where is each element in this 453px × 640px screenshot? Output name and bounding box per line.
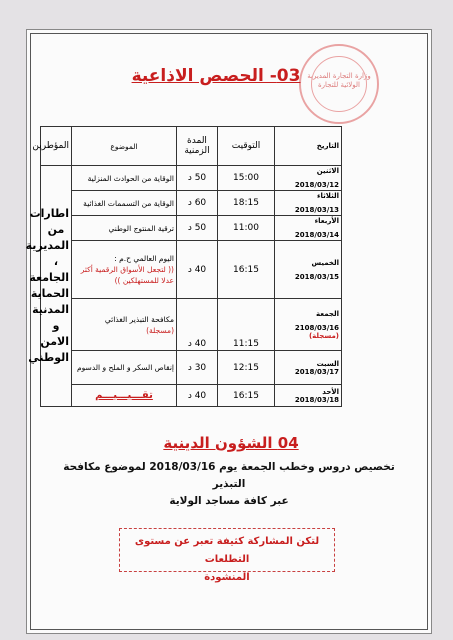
schedule-table: [25, 126, 342, 407]
time-cell: 15:00: [218, 166, 275, 191]
topic-cell: [72, 299, 177, 351]
header-date: التاريخ: [275, 127, 342, 166]
date-cell: [275, 385, 342, 407]
time-cell: 11:15: [218, 299, 275, 351]
duration-cell: 40 د: [177, 385, 218, 407]
table-row: [41, 351, 342, 385]
duration-cell: 30 د: [177, 351, 218, 385]
table-row: [41, 299, 342, 351]
date-value: 2018/03/18: [294, 395, 339, 404]
seal-text: وزارة التجارة المديرية الولائية للتجارة: [307, 72, 371, 89]
table-row: [41, 216, 342, 241]
header-supervisors: المؤطرين: [41, 127, 72, 166]
day-label: الأربعاء: [314, 217, 339, 225]
section-title-radio: 03- الحصص الاذاعية: [131, 66, 301, 86]
date-cell: [275, 299, 342, 351]
date-note: (مسجلة): [308, 331, 339, 340]
day-label: الجمعة: [316, 309, 339, 318]
duration-cell: 40 د: [177, 241, 218, 299]
section-title-religious: 04 الشؤون الدينية: [163, 434, 299, 452]
time-cell: 11:00: [218, 216, 275, 241]
time-cell: 18:15: [218, 191, 275, 216]
table-row: [41, 241, 342, 299]
date-cell: [275, 241, 342, 299]
topic-text: اليوم العالمي ح.م :: [114, 254, 174, 263]
document-page: [25, 33, 428, 630]
topic-cell: الوقاية من الحوادث المنزلية: [72, 166, 177, 191]
duration-cell: 50 د: [177, 216, 218, 241]
topic-note: (مسجلة): [146, 325, 174, 335]
date-value: 2018/03/12: [294, 181, 339, 189]
topic-note: (( لتجعل الأسواق الرقمية أكثر عدلا للمستهلكين )): [80, 265, 174, 285]
religious-line-2: عبر كافة مساجد الولاية: [169, 495, 289, 507]
closing-message-box: [119, 528, 335, 583]
table-row: [41, 166, 342, 191]
topic-cell: [72, 241, 177, 299]
time-cell: 16:15: [218, 385, 275, 407]
date-value: 2108/03/16: [294, 323, 339, 332]
date-value: 2018/03/15: [294, 272, 339, 281]
date-value: 2018/03/13: [294, 206, 339, 214]
date-cell: [275, 216, 342, 241]
topic-cell: الوقاية من التسممات الغذائية: [72, 191, 177, 216]
supervisors-cell: اطارات من المديرية ، الجامعة الحماية المدنية و الامن الوطني: [41, 166, 72, 407]
table-row: [41, 385, 342, 407]
duration-cell: 40 د: [177, 299, 218, 351]
religious-line-1: تخصيص دروس وخطب الجمعة يوم 2018/03/16 لموضوع مكافحة التبذير: [63, 461, 395, 490]
day-label: السبت: [316, 359, 339, 368]
topic-text: مكافحة التبذير الغذائي: [104, 314, 174, 324]
date-value: 2018/03/14: [294, 231, 339, 239]
day-label: الاثنين: [316, 167, 339, 175]
time-cell: 16:15: [218, 241, 275, 299]
topic-cell: إنقاص السكر و الملح و الدسوم: [72, 351, 177, 385]
duration-cell: 50 د: [177, 166, 218, 191]
closing-line-1: لتكن المشاركة كثيفة تعبر عن مستوى التطلعات: [134, 536, 320, 565]
religious-affairs-text: [49, 459, 409, 510]
table-row: [41, 191, 342, 216]
day-label: الثلاثاء: [316, 192, 339, 200]
duration-cell: 60 د: [177, 191, 218, 216]
date-cell: [275, 351, 342, 385]
topic-cell: ترقية المنتوج الوطني: [72, 216, 177, 241]
day-label: الخميس: [311, 258, 339, 267]
header-time: التوقيت: [218, 127, 275, 166]
time-cell: 12:15: [218, 351, 275, 385]
topic-cell: تقـــيـــيـــم: [72, 385, 177, 407]
table-header-row: [41, 127, 342, 166]
header-duration: المدة الزمنية: [177, 127, 218, 166]
closing-line-2: المنشودة: [204, 572, 250, 583]
header-topic: الموضوع: [72, 127, 177, 166]
date-cell: [275, 191, 342, 216]
day-label: الأحد: [322, 387, 339, 396]
date-value: 2018/03/17: [294, 367, 339, 376]
date-cell: [275, 166, 342, 191]
